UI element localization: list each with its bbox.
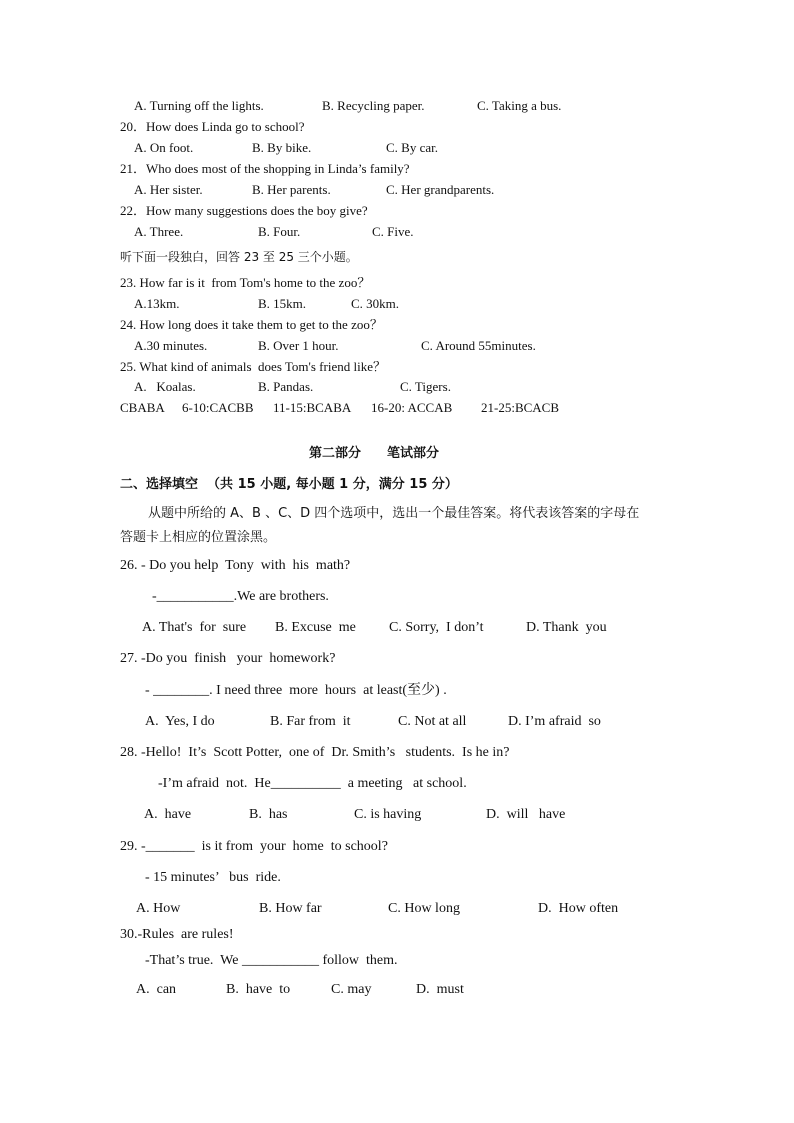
q26-option-b: B. Excuse me xyxy=(275,620,356,635)
q30-option-d: D. must xyxy=(416,982,464,997)
q26-option-d: D. Thank you xyxy=(526,620,607,635)
q30-stem: 30.-Rules are rules! xyxy=(120,927,234,942)
answer-key-4: 16-20: ACCAB xyxy=(371,400,453,415)
q25-option-b: B. Pandas. xyxy=(258,379,314,394)
q26-option-c: C. Sorry, I don’t xyxy=(389,620,484,635)
q21-option-c: C. Her grandparents. xyxy=(386,182,495,197)
q27-option-d: D. I’m afraid so xyxy=(508,714,601,729)
section-two-heading: 二、选择填空 （共 15 小题, 每小题 1 分，满分 15 分） xyxy=(120,477,458,492)
q19-option-b: B. Recycling paper. xyxy=(322,98,425,113)
q24-option-c: C. Around 55minutes. xyxy=(421,338,536,353)
q28-stem: 28. -Hello! It’s Scott Potter, one of Dr. Smith’s students. Is he in? xyxy=(120,745,510,760)
monologue-instruction: 听下面一段独白，回答 23 至 25 三个小题。 xyxy=(120,250,358,264)
q20-stem: 20．How does Linda go to school? xyxy=(120,119,305,134)
q23-option-c: C. 30km. xyxy=(351,296,400,311)
q19-option-c: C. Taking a bus. xyxy=(477,98,562,113)
part-two-title-left: 第二部分 xyxy=(309,446,362,461)
q28-option-d: D. will have xyxy=(486,807,566,822)
part-two-title-right: 笔试部分 xyxy=(387,446,440,461)
q22-stem: 22．How many suggestions does the boy give? xyxy=(120,203,368,218)
q28-reply: -I’m afraid not. He__________ a meeting at school. xyxy=(158,776,467,791)
q24-option-a: A.30 minutes. xyxy=(134,338,208,353)
section-two-instructions-line1: 从题中所给的 A、B 、C、D 四个选项中，选出一个最佳答案。将代表该答案的字母在 xyxy=(148,506,640,521)
answer-key-2: 6-10:CACBB xyxy=(182,400,254,415)
q22-option-a: A. Three. xyxy=(134,224,184,239)
answer-key-5: 21-25:BCACB xyxy=(481,400,560,415)
q28-option-a: A. have xyxy=(144,807,192,822)
q28-option-b: B. has xyxy=(249,807,288,822)
q29-option-a: A. How xyxy=(136,901,181,916)
q29-option-c: C. How long xyxy=(388,901,460,916)
q27-option-a: A. Yes, I do xyxy=(145,714,215,729)
q21-option-b: B. Her parents. xyxy=(252,182,331,197)
q20-option-b: B. By bike. xyxy=(252,140,312,155)
q26-reply: -___________.We are brothers. xyxy=(152,589,329,604)
q30-option-c: C. may xyxy=(331,982,372,997)
q25-stem: 25. What kind of animals does Tom's friend like？ xyxy=(120,359,386,374)
q20-option-a: A. On foot. xyxy=(134,140,194,155)
q30-reply: -That’s true. We ___________ follow them. xyxy=(145,953,398,968)
q20-option-c: C. By car. xyxy=(386,140,438,155)
q24-stem: 24. How long does it take them to get to the zoo？ xyxy=(120,317,383,332)
q27-option-b: B. Far from it xyxy=(270,714,351,729)
q23-option-b: B. 15km. xyxy=(258,296,307,311)
q27-option-c: C. Not at all xyxy=(398,714,467,729)
q22-option-c: C. Five. xyxy=(372,224,414,239)
q28-option-c: C. is having xyxy=(354,807,422,822)
q25-option-c: C. Tigers. xyxy=(400,379,451,394)
q24-option-b: B. Over 1 hour. xyxy=(258,338,339,353)
q30-option-a: A. can xyxy=(136,982,177,997)
q23-stem: 23. How far is it from Tom's home to the zoo？ xyxy=(120,275,371,290)
q30-option-b: B. have to xyxy=(226,982,291,997)
q23-option-a: A.13km. xyxy=(134,296,180,311)
q26-option-a: A. That's for sure xyxy=(142,620,247,635)
q29-reply: - 15 minutes’ bus ride. xyxy=(145,870,281,885)
q21-option-a: A. Her sister. xyxy=(134,182,203,197)
q25-option-a: A. Koalas. xyxy=(134,379,196,394)
q26-stem: 26. - Do you help Tony with his math? xyxy=(120,558,351,573)
q19-option-a: A. Turning off the lights. xyxy=(134,98,264,113)
q29-option-b: B. How far xyxy=(259,901,322,916)
q27-stem: 27. -Do you finish your homework? xyxy=(120,651,336,666)
answer-key-1: CBABA xyxy=(120,400,165,415)
section-two-instructions-line2: 答题卡上相应的位置涂黑。 xyxy=(120,530,277,545)
q29-stem: 29. -_______ is it from your home to school? xyxy=(120,839,388,854)
answer-key-3: 11-15:BCABA xyxy=(273,400,352,415)
q29-option-d: D. How often xyxy=(538,901,619,916)
q21-stem: 21．Who does most of the shopping in Linda’s family? xyxy=(120,161,410,176)
q27-reply: - ________. I need three more hours at least(至少) . xyxy=(145,683,447,698)
q22-option-b: B. Four. xyxy=(258,224,301,239)
